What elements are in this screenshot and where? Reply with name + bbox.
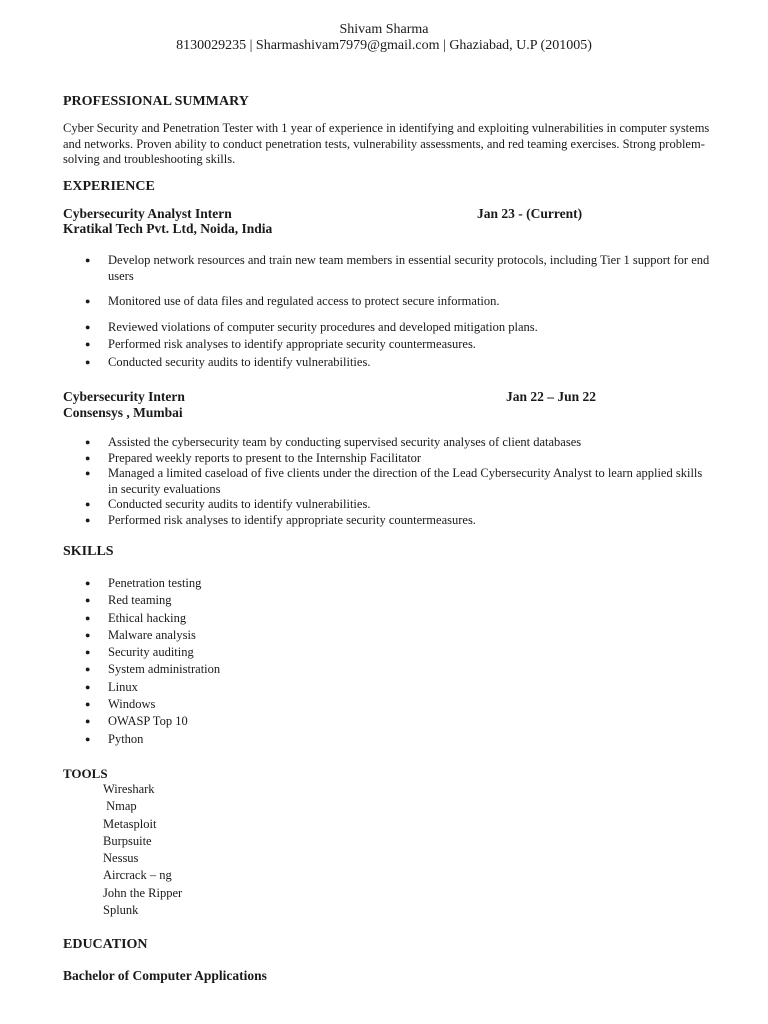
experience-heading: EXPERIENCE — [63, 179, 155, 194]
list-item: Splunk — [103, 903, 139, 918]
list-item: Burpsuite — [103, 833, 152, 848]
list-item: ● Reviewed violations of computer security procedures and developed mitigation plans. — [63, 320, 713, 336]
contact-line: 8130029235 | Sharmashivam7979@gmail.com | Ghaziabad, U.P (201005) — [176, 38, 592, 53]
list-item: Nessus — [103, 851, 139, 866]
list-item: Aircrack – ng — [103, 868, 172, 883]
job-title: Cybersecurity Analyst Intern — [63, 206, 232, 221]
list-item: ● Prepared weekly reports to present to the Internship Facilitator — [63, 451, 713, 467]
list-item: ● Performed risk analyses to identify appropriate security countermeasures. — [63, 513, 713, 529]
tools-list — [103, 781, 182, 919]
education-heading: EDUCATION — [63, 937, 148, 952]
list-item: ● Conducted security audits to identify vulnerabilities. — [63, 497, 713, 513]
list-item: ● Red teaming — [63, 592, 713, 609]
list-item: ● OWASP Top 10 — [63, 713, 713, 730]
list-item: ● Windows — [63, 696, 713, 713]
job-company: Kratikal Tech Pvt. Ltd, Noida, India — [63, 221, 273, 236]
list-item: ● Linux — [63, 679, 713, 696]
summary-heading: PROFESSIONAL SUMMARY — [63, 94, 249, 109]
skills-list — [63, 575, 713, 748]
list-item: ● Security auditing — [63, 644, 713, 661]
list-item: ● Monitored use of data files and regulated access to protect secure information. — [63, 294, 713, 310]
tools-heading: TOOLS — [63, 766, 108, 781]
list-item: ● Ethical hacking — [63, 610, 713, 627]
list-item: ● Malware analysis — [63, 627, 713, 644]
list-item: ● Assisted the cybersecurity team by conducting supervised security analyses of client databases — [63, 435, 713, 451]
list-item: Metasploit — [103, 816, 157, 831]
job-company: Consensys , Mumbai — [63, 405, 183, 420]
list-item: ● System administration — [63, 661, 713, 678]
list-item: ● Conducted security audits to identify vulnerabilities. — [63, 355, 713, 371]
list-item: ● Python — [63, 731, 713, 748]
list-item: ● Managed a limited caseload of five clients under the direction of the Lead Cybersecurity Analyst to learn applied skills in security evaluations — [63, 466, 713, 497]
job-dates: Jan 22 – Jun 22 — [506, 389, 597, 404]
list-item: ● Develop network resources and train new team members in essential security protocols, including Tier 1 support for end users — [63, 253, 713, 284]
list-item: Nmap — [103, 799, 137, 814]
degree-title: Bachelor of Computer Applications — [63, 968, 267, 983]
candidate-name: Shivam Sharma — [339, 22, 429, 37]
skills-heading: SKILLS — [63, 544, 114, 559]
summary-text: Cyber Security and Penetration Tester with 1 year of experience in identifying and exploiting vulnerabilities in computer systems and networks. Proven ability to conduct penetration tests, vulnerability assessments, and red teaming exercises. Strong problem-solving and troubleshooting skills. — [63, 121, 710, 166]
list-item: ● Performed risk analyses to identify appropriate security countermeasures. — [63, 337, 713, 353]
job-responsibilities — [63, 253, 713, 370]
list-item: ● Penetration testing — [63, 575, 713, 592]
job-dates: Jan 23 - (Current) — [477, 206, 583, 221]
job-title: Cybersecurity Intern — [63, 389, 185, 404]
job-responsibilities — [63, 435, 713, 528]
list-item: Wireshark — [103, 782, 155, 796]
list-item: John the Ripper — [103, 885, 183, 900]
